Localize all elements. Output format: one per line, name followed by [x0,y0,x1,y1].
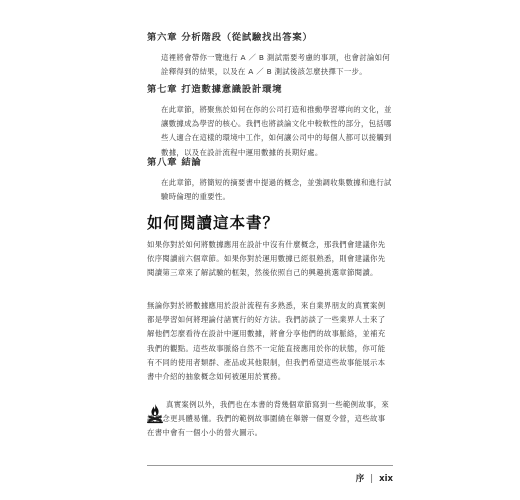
chapter-title: 第七章 打造數據意識設計環境 [147,84,283,95]
chapter-description: 在此章節，將聚焦於如何在你的公司打造和推動學習導向的文化，並讓數據成為學習的核心。我們也將談論文化中較軟性的部分，包括哪些人適合在這樣的環境中工作，如何讓公司中的每個人都可以接觸到數據，以及在設計流程中運用數據的長期好處。 [161,105,392,157]
chapter-8 [147,157,392,204]
example-story-note [147,398,393,441]
paragraph: 如果你對於如何將數據應用在設計中沒有什麼概念，那我們會建議你先依序閱讀前六個章節。如果你對於運用數據已經很熟悉，則會建議你先閱讀第三章來了解試驗的框架，然後依照自己的興趣挑選章節閱讀。 [147,240,386,278]
chapter-description: 在此章節，將簡短的摘要書中提過的概念，並強調收集數據和進行試驗時倫理的重要性。 [161,178,392,202]
footer-separator: | [370,474,374,484]
paragraph: 無論你對於將數據應用於設計流程有多熟悉，來自業界朋友的真實案例都是學習如何將理論付諸實行的好方法。我們訪談了一些業界人士來了解他們怎麼看待在設計中運用數據，將會分享他們的故事脈絡，並補充我們的觀點。這些故事脈絡自然不一定能直接應用於你的狀態，你可能有不同的使用者類群、產品或其他限制，但我們希望這些故事能展示本書中介紹的抽象概念如何被運用於實務。 [147,301,386,382]
chapter-title: 第八章 結論 [147,157,202,168]
footer-divider [147,465,393,466]
page-footer [330,472,393,484]
section-heading: 如何閱讀這本書？ [147,214,280,232]
footer-section-label: 序 [355,474,365,484]
chapter-description: 這裡將會帶你一覽進行 A ／ B 測試需要考慮的事項，也會討論如何詮釋得到的結果，以及在 A ／ B 測試後該怎麼抉擇下一步。 [161,53,390,77]
chapter-title: 第六章 分析階段（從試驗找出答案） [147,32,313,43]
page-number: xix [379,474,393,484]
note-text: 真實案例以外，我們也在本書的背幾個章節寫到一些範例故事，來讓概念更具體易懂。我們的範例故事圍繞在舉辦一個夏令營，這些故事在書中會有一個小小的營火圖示。 [147,400,390,438]
chapter-7 [147,84,392,160]
chapter-6 [147,32,392,79]
